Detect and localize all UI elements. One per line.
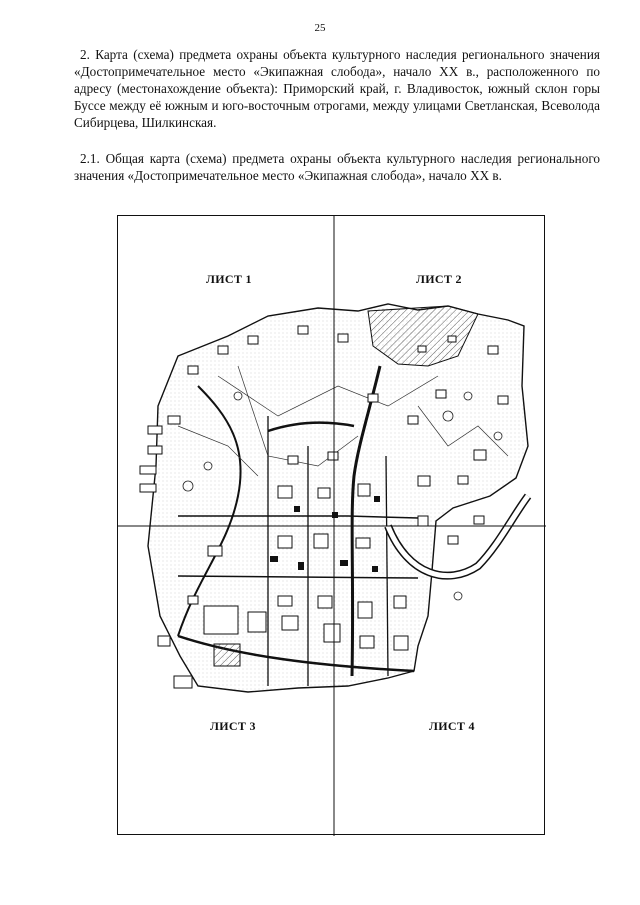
map-frame <box>117 215 545 835</box>
sheet-1-label: ЛИСТ 1 <box>206 272 252 286</box>
sheet-2-label: ЛИСТ 2 <box>416 272 462 286</box>
map-scheme <box>118 216 546 836</box>
paragraph-general-map-title: 2.1. Общая карта (схема) предмета охраны объекта культурного наследия регионального значения «Достопримечательное место «Экипажная слобода», начало XX в. <box>74 151 600 183</box>
paragraph-map-description: 2. Карта (схема) предмета охраны объекта культурного наследия регионального значения «Достопримечательное место «Экипажная слобода», начало XX в., расположенного по адресу (местонахождение объекта): Приморский край, г. Владивосток, южный склон горы Буссе между её южным и юго-восточным отрогами, между улицами Светланская, Всеволода Сибирцева, Шилкинская. <box>74 47 600 130</box>
page-number: 25 <box>314 22 326 34</box>
sheet-3-label: ЛИСТ 3 <box>210 719 256 733</box>
sheet-4-label: ЛИСТ 4 <box>429 719 475 733</box>
